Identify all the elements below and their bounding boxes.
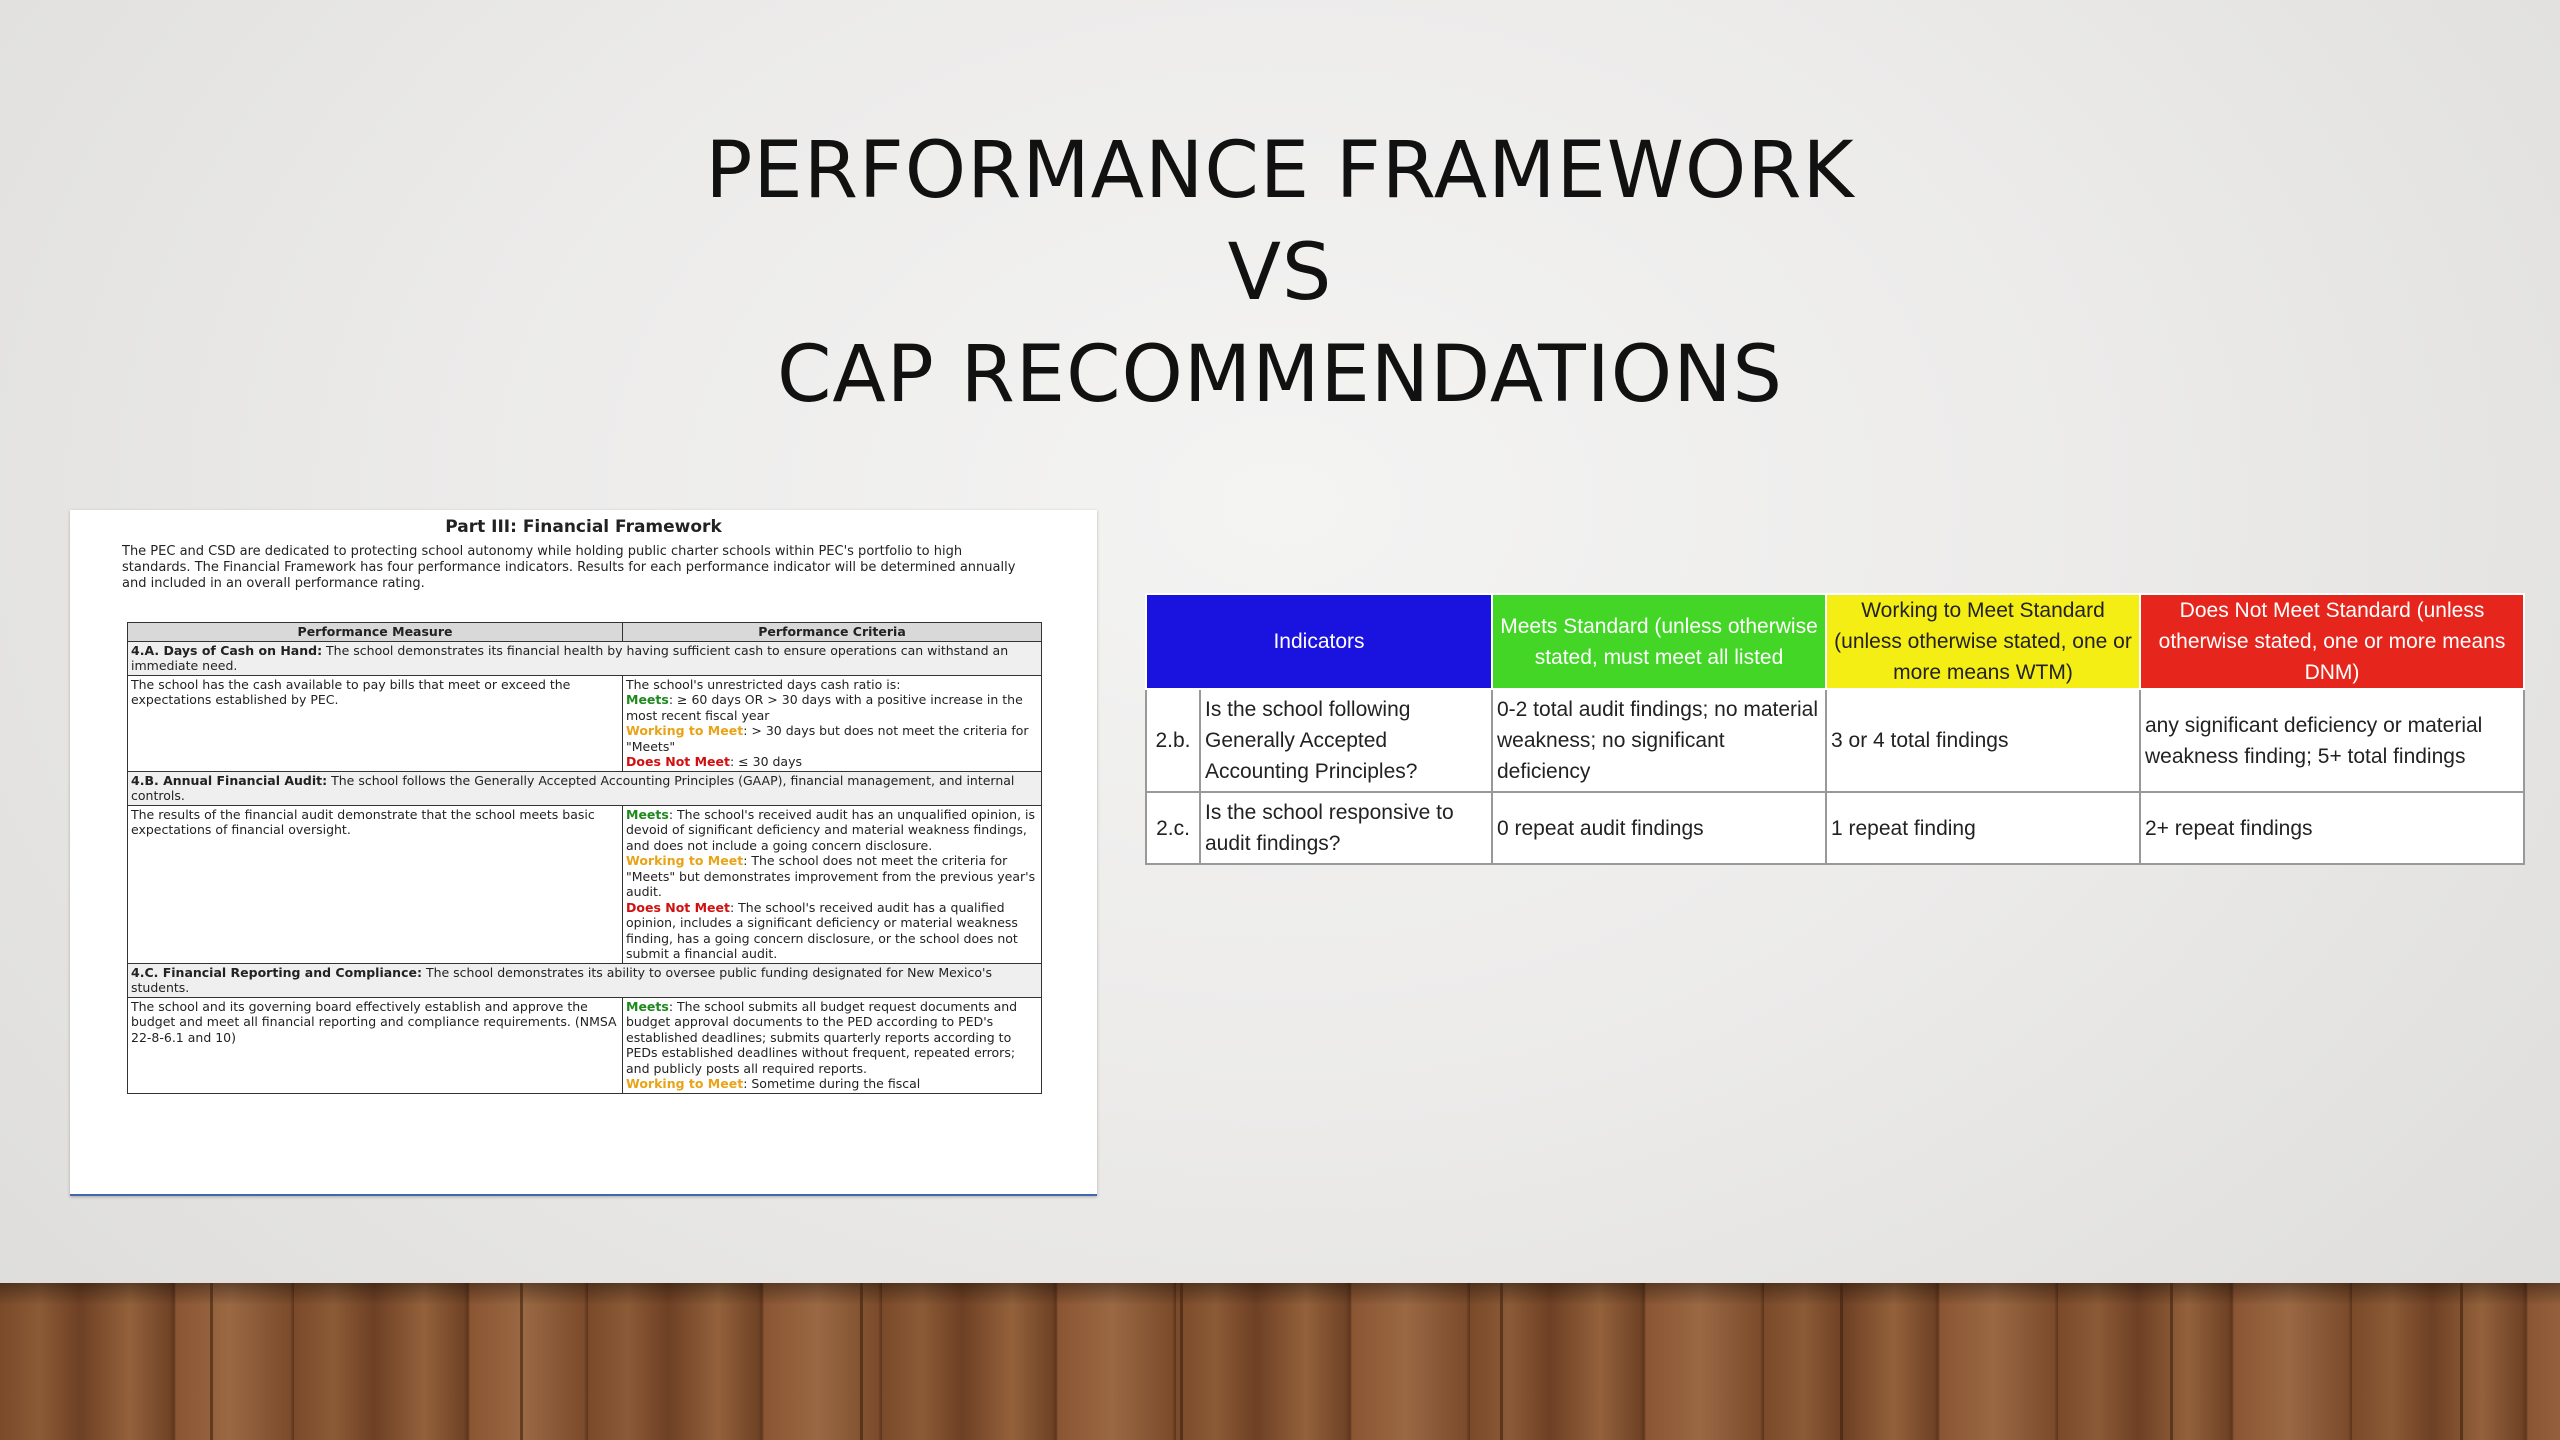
meets-text: : ≥ 60 days OR > 30 days with a positive increase in the most recent fiscal year: [626, 692, 1023, 723]
wtm-text: : > 30 days but does not meet the criteria for "Meets": [626, 723, 1029, 754]
criteria-cell: [623, 805, 1042, 963]
row-working: 1 repeat finding: [1826, 792, 2140, 864]
section-label: 4.C. Financial Reporting and Compliance:: [131, 964, 422, 980]
section-text: The school follows the Generally Accepted Accounting Principles (GAAP), financial management, and internal controls.: [131, 772, 1015, 803]
row-meets: 0-2 total audit findings; no material weakness; no significant deficiency: [1492, 689, 1826, 792]
section-label: 4.B. Annual Financial Audit:: [131, 772, 328, 788]
criteria-cell: [623, 675, 1042, 771]
cap-recommendations-table: [1145, 593, 2525, 865]
dnm-label: Does Not Meet: [626, 754, 730, 769]
header-performance-measure: Performance Measure: [128, 623, 623, 642]
header-indicators: Indicators: [1146, 594, 1492, 689]
title-line-3: CAP RECOMMENDATIONS: [776, 330, 1784, 420]
cap-row-2c: [1146, 792, 2524, 864]
cap-row-2b: [1146, 689, 2524, 792]
criteria-intro: The school's unrestricted days cash ratio is:: [626, 676, 901, 692]
row-question: Is the school following Generally Accepted Accounting Principles?: [1200, 689, 1492, 792]
criteria-cell: [623, 997, 1042, 1093]
section-text: The school demonstrates its financial health by having sufficient cash to ensure operations can withstand an immediate need.: [131, 642, 1009, 673]
measure-cell: The results of the financial audit demonstrate that the school meets basic expectations of financial oversight.: [128, 805, 623, 963]
wtm-label: Working to Meet: [626, 723, 744, 738]
title-line-2: VS: [1227, 228, 1333, 318]
wtm-text: : The school does not meet the criteria for "Meets" but demonstrates improvement from the previous year's audit.: [626, 853, 1036, 899]
meets-text: : The school's received audit has an unqualified opinion, is devoid of significant deficiency and material weakness findings, and does not include a going concern disclosure.: [626, 806, 1036, 853]
row-dnm: any significant deficiency or material weakness finding; 5+ total findings: [2140, 689, 2524, 792]
row-dnm: 2+ repeat findings: [2140, 792, 2524, 864]
financial-framework-document: [70, 510, 1097, 1196]
section-label: 4.A. Days of Cash on Hand:: [131, 642, 323, 658]
meets-label: Meets: [626, 692, 669, 707]
section-row-4b: [128, 771, 1042, 805]
document-bottom-edge: [70, 1194, 1097, 1196]
wtm-label: Working to Meet: [626, 1076, 744, 1091]
cap-header-row: [1146, 594, 2524, 689]
wooden-floor-decoration: [0, 1283, 2560, 1440]
dnm-text: : ≤ 30 days: [729, 754, 802, 769]
header-meets-standard: Meets Standard (unless otherwise stated, must meet all listed: [1492, 594, 1826, 689]
wtm-label: Working to Meet: [626, 853, 744, 868]
row-question: Is the school responsive to audit findings?: [1200, 792, 1492, 864]
meets-label: Meets: [626, 806, 669, 822]
section-row-4c: [128, 963, 1042, 997]
section-row-4a: [128, 641, 1042, 675]
criteria-row-4a: [128, 675, 1042, 771]
measure-cell: The school and its governing board effectively establish and approve the budget and meet all financial reporting and compliance requirements. (NMSA 22-8-6.1 and 10): [128, 997, 623, 1093]
criteria-row-4b: [128, 805, 1042, 963]
document-intro: The PEC and CSD are dedicated to protecting school autonomy while holding public charter schools within PEC's portfolio to high standards. The Financial Framework has four performance indicators. Results for each performance indicator will be determined annually and included in an overall performance rating.: [122, 544, 1016, 591]
title-line-1: PERFORMANCE FRAMEWORK: [705, 126, 1855, 216]
dnm-text: : The school's received audit has a qualified opinion, includes a significant deficiency or material weakness finding, has a going concern disclosure, or the school does not submit a financial audit.: [626, 899, 1018, 961]
dnm-label: Does Not Meet: [626, 899, 730, 915]
row-number: 2.c.: [1146, 792, 1200, 864]
row-working: 3 or 4 total findings: [1826, 689, 2140, 792]
meets-label: Meets: [626, 998, 669, 1014]
row-meets: 0 repeat audit findings: [1492, 792, 1826, 864]
meets-text: : The school submits all budget request documents and budget approval documents to the PED according to PED's established deadlines; submits quarterly reports according to PEDs established deadlines without frequent, repeated errors; and publicly posts all required reports.: [626, 998, 1018, 1076]
framework-header-row: [128, 623, 1042, 642]
section-text: The school demonstrates its ability to oversee public funding designated for New Mexico's students.: [131, 964, 992, 995]
measure-cell: The school has the cash available to pay bills that meet or exceed the expectations established by PEC.: [128, 675, 623, 771]
header-performance-criteria: Performance Criteria: [623, 623, 1042, 642]
header-working-to-meet: Working to Meet Standard (unless otherwise stated, one or more means WTM): [1826, 594, 2140, 689]
document-title: Part III: Financial Framework: [445, 517, 722, 537]
criteria-row-4c: [128, 997, 1042, 1093]
wtm-text: : Sometime during the fiscal: [743, 1076, 921, 1091]
row-number: 2.b.: [1146, 689, 1200, 792]
framework-table: [127, 622, 1042, 1094]
slide-title: [0, 120, 2560, 426]
header-does-not-meet: Does Not Meet Standard (unless otherwise stated, one or more means DNM): [2140, 594, 2524, 689]
